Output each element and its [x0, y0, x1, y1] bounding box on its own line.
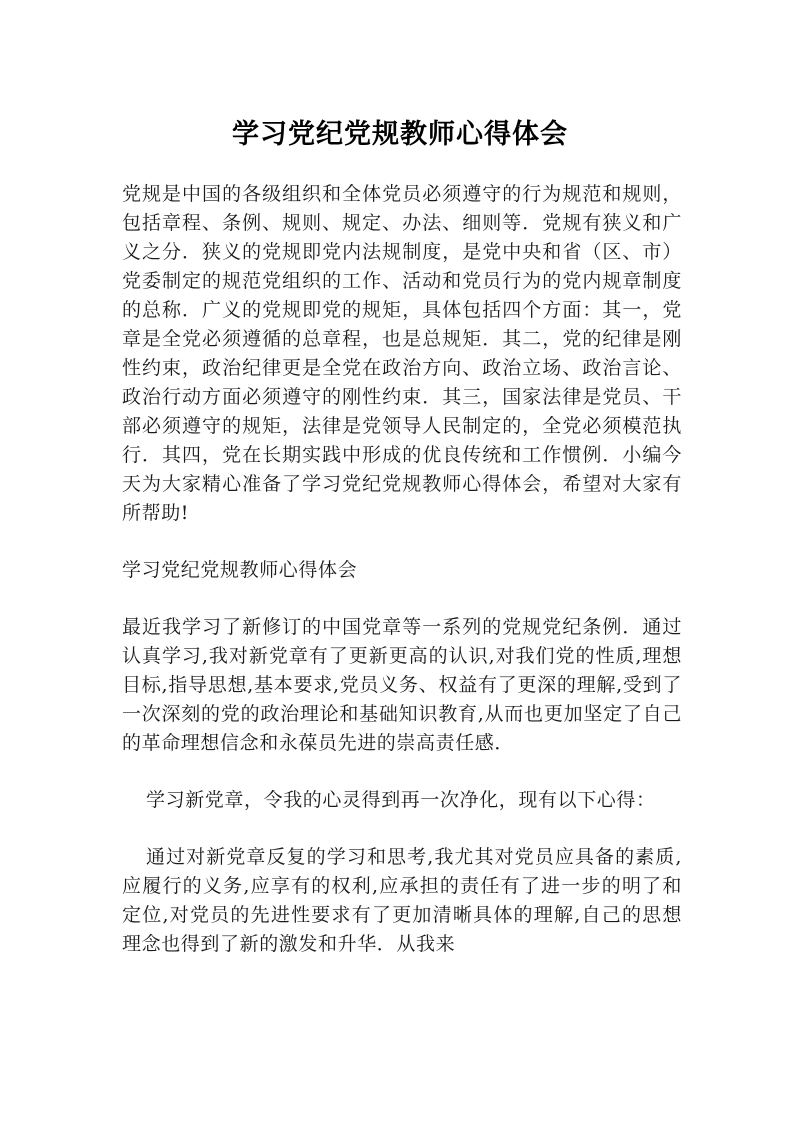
body-paragraph-1: 最近我学习了新修订的中国党章等一系列的党规党纪条例．通过认真学习,我对新党章有了更新更高的认识,对我们党的性质,理想目标,指导思想,基本要求,党员义务、权益有了更深的理解,受到了一次深刻的党的政治理论和基础知识教育,从而也更加坚定了自己的革命理想信念和永葆员先进的崇高责任感． [122, 616, 682, 754]
document-body [122, 180, 682, 959]
body-paragraph-3: 通过对新党章反复的学习和思考,我尤其对党员应具备的素质,应履行的义务,应享有的权利,应承担的责任有了进一步的明了和定位,对党员的先进性要求有了更加清晰具体的理解,自己的思想理念也得到了新的激发和升华．从我来 [122, 846, 682, 955]
body-paragraph-2: 学习新党章，令我的心灵得到再一次净化，现有以下心得： [146, 789, 656, 811]
section-subtitle: 学习党纪党规教师心得体会 [122, 559, 358, 581]
intro-paragraph: 党规是中国的各级组织和全体党员必须遵守的行为规范和规则，包括章程、条例、规则、规定、办法、细则等．党规有狭义和广义之分．狭义的党规即党内法规制度，是党中央和省（区、市）党委制定的规范党组织的工作、活动和党员行为的党内规章制度的总称．广义的党规即党的规矩，具体包括四个方面：其一，党章是全党必须遵循的总章程，也是总规矩．其二，党的纪律是刚性约束，政治纪律更是全党在政治方向、政治立场、政治言论、政治行动方面必须遵守的刚性约束．其三，国家法律是党员、干部必须遵守的规矩，法律是党领导人民制定的，全党必须模范执行．其四，党在长期实践中形成的优良传统和工作惯例．小编今天为大家精心准备了学习党纪党规教师心得体会，希望对大家有所帮助! [122, 183, 682, 524]
document-title: 学习党纪党规教师心得体会 [232, 119, 568, 150]
